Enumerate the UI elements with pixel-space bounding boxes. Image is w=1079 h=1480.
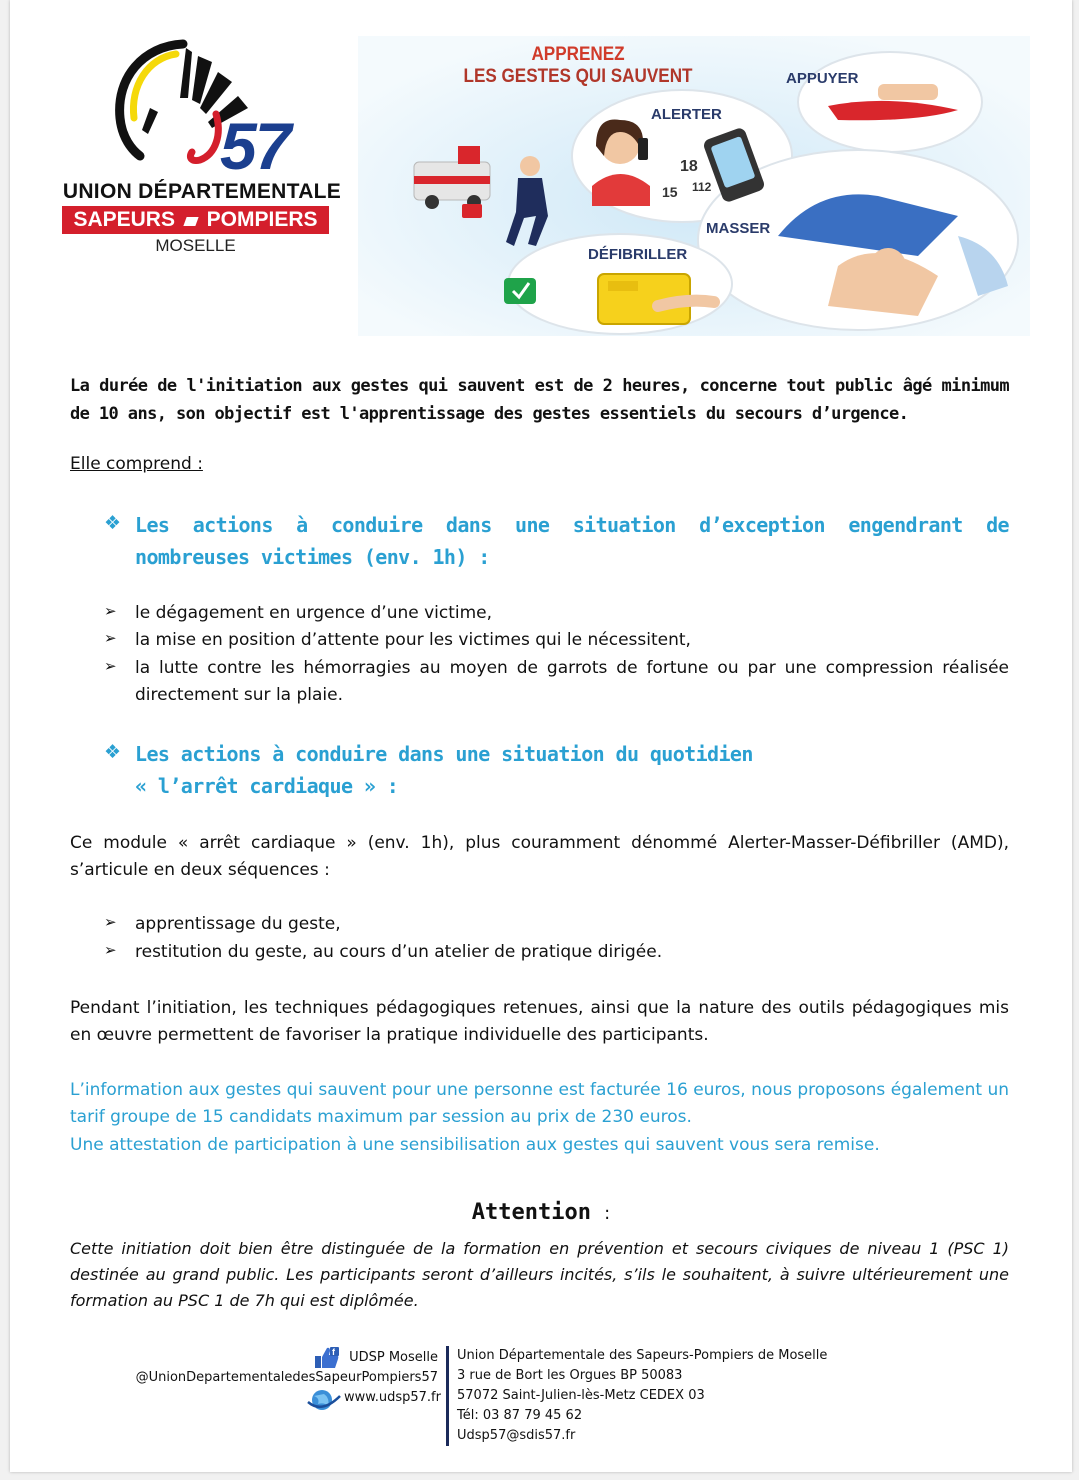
logo-moselle: MOSELLE: [155, 236, 236, 255]
footer-social-handle[interactable]: @UnionDepartementaledesSapeurPompiers57: [135, 1370, 438, 1385]
phone-number-15: 15: [662, 184, 678, 200]
udsp57-logo: [58, 38, 343, 263]
globe-icon: [306, 1388, 342, 1412]
phone-number-18: 18: [680, 158, 698, 175]
attestation-paragraph: Une attestation de participation à une sensibilisation aux gestes qui sauvent vous sera remise.: [70, 1135, 880, 1155]
intro-paragraph: La durée de l'initiation aux gestes qui sauvent est de 2 heures, concerne tout public âgé minimum de 10 ans, son objectif est l'apprentissage des gestes essentiels du secours d’urgence.: [70, 376, 1009, 424]
pedagogy-paragraph: Pendant l’initiation, les techniques pédagogiques retenues, ainsi que la nature des outils pédagogiques mis en œuvre permettent de favoriser la pratique individuelle des participants.: [70, 998, 1009, 1045]
bullet-arrow-icon: ➢: [104, 657, 117, 675]
bullet-arrow-icon: ➢: [104, 913, 117, 931]
footer-street: 3 rue de Bort les Orgues BP 50083: [457, 1368, 683, 1383]
comprend-heading: Elle comprend :: [70, 454, 203, 474]
logo-number: 57: [220, 109, 290, 183]
footer-left: [120, 1346, 441, 1432]
svg-text:f: f: [332, 1347, 335, 1357]
section2-bullet-1: apprentissage du geste,: [135, 914, 341, 934]
banner-title: [434, 44, 722, 88]
pricing-paragraph: L’information aux gestes qui sauvent pour une personne est facturée 16 euros, nous proposons également un tarif groupe de 15 candidats maximum par session au prix de 230 euros.: [70, 1080, 1009, 1127]
logo-union-departementale: UNION DÉPARTEMENTALE: [62, 180, 342, 203]
bullet-arrow-icon: ➢: [104, 629, 117, 647]
section1-bullet-1: le dégagement en urgence d’une victime,: [135, 603, 493, 623]
module-paragraph: Ce module « arrêt cardiaque » (env. 1h), plus couramment dénommé Alerter-Masser-Défibriller (AMD), s’articule en deux séquences :: [70, 833, 1009, 880]
section1-bullet-3: la lutte contre les hémorragies au moyen de garrots de fortune ou par une compression réalisée directement sur la plaie.: [135, 658, 1009, 705]
section2-title-line1: Les actions à conduire dans une situation du quotidien: [135, 742, 753, 766]
footer-city: 57072 Saint-Julien-lès-Metz CEDEX 03: [457, 1388, 705, 1403]
footer-email[interactable]: Udsp57@sdis57.fr: [457, 1428, 576, 1443]
label-appuyer: APPUYER: [786, 70, 859, 87]
gestes-banner: [358, 36, 1030, 336]
phone-number-112: 112: [692, 180, 712, 194]
logo-pompiers: POMPIERS: [206, 208, 318, 231]
bullet-diamond-icon: ❖: [104, 741, 122, 763]
footer-org-name: Union Départementale des Sapeurs-Pompiers de Moselle: [457, 1348, 828, 1363]
attention-title: Attention: [471, 1200, 592, 1225]
attention-heading: [10, 1200, 1072, 1225]
banner-title-line2: LES GESTES QUI SAUVENT: [463, 66, 693, 87]
bullet-diamond-icon: ❖: [104, 512, 122, 534]
logo-separator-icon: [183, 217, 198, 226]
attention-paragraph: Cette initiation doit bien être distinguée de la formation en prévention et secours civiques de niveau 1 (PSC 1) destinée au grand public. Les participants seront d’ailleurs incités, s’ils le souhaitent, à suivre ultérieurement une formation au PSC 1 de 7h qui est diplômée.: [70, 1239, 1009, 1310]
logo-sapeurs: SAPEURS: [73, 208, 175, 231]
section2-bullet-2: restitution du geste, au cours d’un atelier de pratique dirigée.: [135, 942, 663, 962]
label-masser: MASSER: [706, 220, 771, 237]
label-defibriller: DÉFIBRILLER: [588, 246, 688, 263]
banner-title-line1: APPRENEZ: [531, 44, 625, 65]
facebook-like-icon: [314, 1346, 340, 1370]
logo-sapeurs-pompiers: [62, 206, 329, 234]
bullet-arrow-icon: ➢: [104, 941, 117, 959]
section2-title-line2: « l’arrêt cardiaque » :: [135, 774, 399, 798]
footer-address: [457, 1346, 877, 1446]
section1-bullet-2: la mise en position d’attente pour les victimes qui le nécessitent,: [135, 630, 691, 650]
section1-title: Les actions à conduire dans une situation d’exception engendrant de nombreuses victimes (env. 1h) :: [135, 513, 1009, 569]
attention-colon: :: [604, 1203, 611, 1224]
footer-phone: Tél: 03 87 79 45 62: [457, 1408, 583, 1423]
footer-website[interactable]: www.udsp57.fr: [344, 1390, 441, 1405]
footer-social-name[interactable]: UDSP Moselle: [349, 1350, 438, 1365]
footer-divider: [446, 1346, 449, 1446]
document-page: [10, 0, 1072, 1472]
bullet-arrow-icon: ➢: [104, 602, 117, 620]
label-alerter: ALERTER: [651, 106, 722, 123]
